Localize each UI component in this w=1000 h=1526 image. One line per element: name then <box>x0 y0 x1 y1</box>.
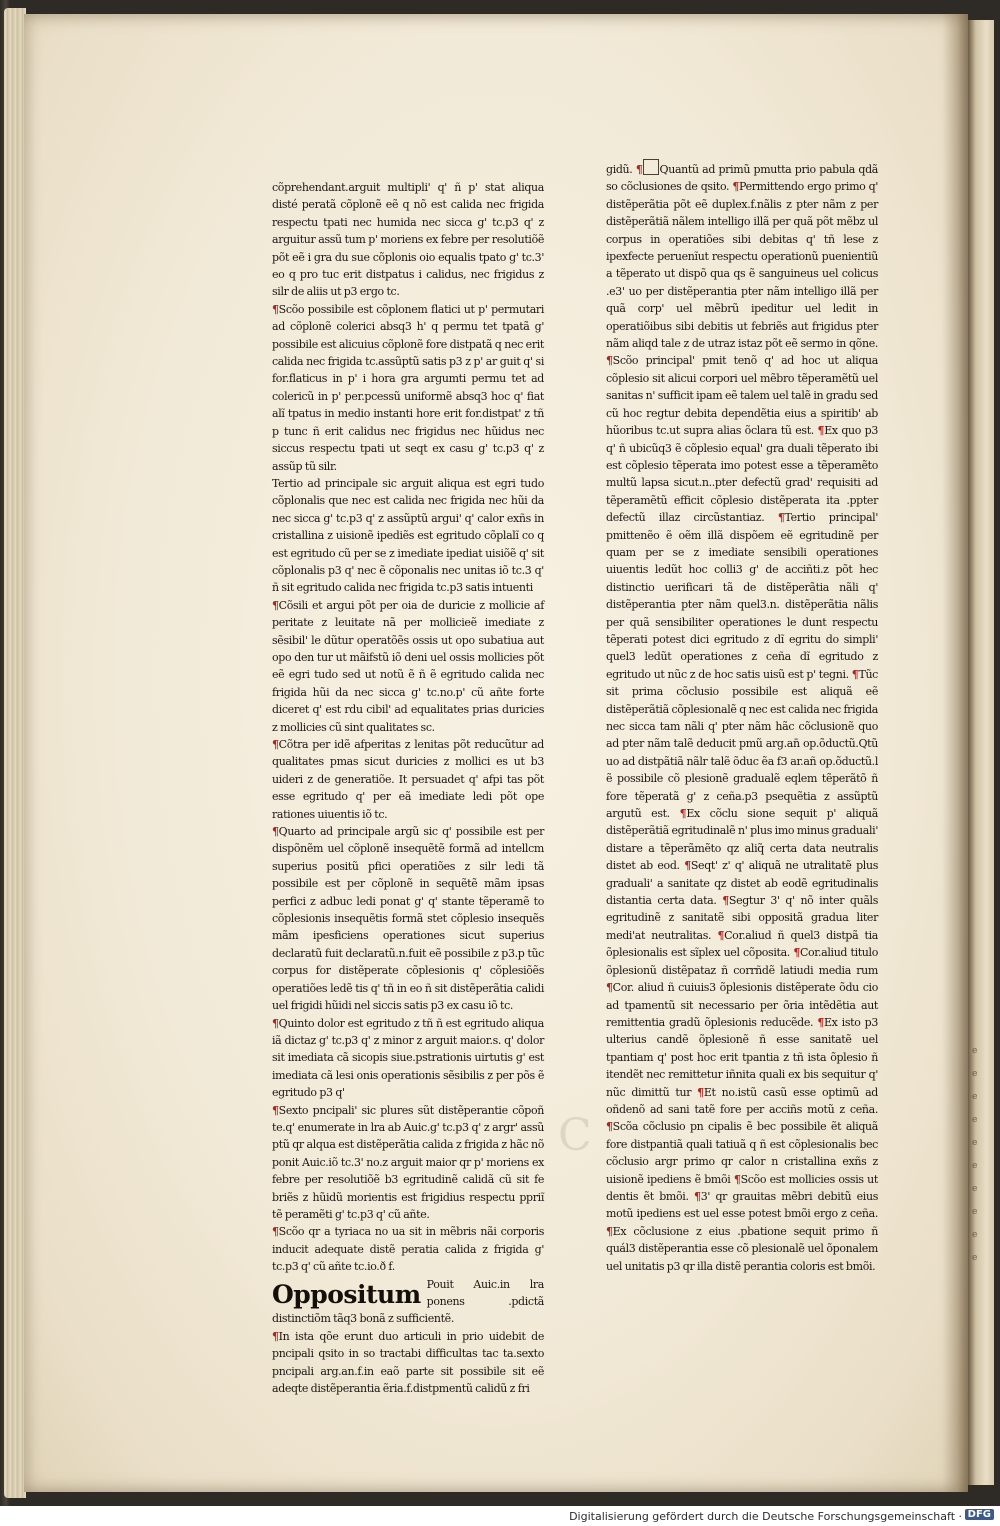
pilcrow-mark: ¶ <box>697 1085 704 1099</box>
text-column-right <box>606 159 878 1275</box>
pilcrow-mark: ¶ <box>272 1329 279 1343</box>
paragraph: gidũ. ¶ Quantũ ad primũ pmutta prio pabula qdã so cõclusiones de qsito. ¶Permittendo ergo primo q' distẽperãtia põt eẽ duplex.f.nãlis z pter nãm z per distẽperãtiã nãlem intelligo illã per quã põt mẽbz ul corpus in operatiões sibi debitas q' tñ lese z ipexfecte peruenĩut respectu operationũ puenientiũ a tẽperato ut dispõ qua qs ẽ sanguineus uel colicus .e3' uo per distẽperantia pter nãm intelligo illã per quã corp' uel mẽbrũ ipeditur uel ledit in operatiõibus sibi debitis ut febriẽs aut frigidus pter nãm aliqd tale z de utraz istaz põt eẽ sermo in qõne. ¶Scõo principal' pmit tenõ q' ad hoc ut aliqua cõplesio sit alicui corpori uel mẽbro tẽperamẽtũ uel sanitas n' sufficit ipam eẽ talem uel talẽ in gradu sed cũ hoc regtur debita dependẽtia eius a spiritib' ab hũoribus tc.ut supra alias õclara tũ est. ¶Ex quo p3 q' ñ ubicũq3 ẽ cõplesio equal' gra duali tẽperato ibi est cõplesio tẽperata imo potest esse a tẽperamẽto multũ lapsa sicut.n..pter defectũ grad' requisiti ad tẽperamẽtũ efficit cõplesio distẽperata ita .ppter defectũ illaz circũstantiaz. ¶Tertio principal' pmittenẽo ẽ oẽm illã dispõem eẽ egritudinẽ per quam per se z imediate sensibili operationes uiuentis ledũt hoc colli3 g' de acciñti.z põt hec distinctio uerificari tã de distẽperãtia nãli q' distẽperantia pter nãm quel3.n. distẽperãtia nãlis per quã sensibiliter operationes le dunt respectu tẽperati potest dici egritudo z dĩ egritu do simpli' quel3 ledũt operationes z ceña dĩ egritudo z egritudo ut nũc z de hoc satis uisũ est p' tegni. ¶Tũc sit prima cõclusio possibile est aliquã eẽ distẽperãtiã cõplesionalẽ q nec est calida nec frigida nec sicca tam nãli q' pter nãm hãc cõclusionẽ quo ad pter nãm talẽ deducit pmũ arg.an̄ op.õductũ.Qtũ uo ad distpãtiã nãlr talẽ õduc ẽa f3 ar.añ op.õductũ.l ẽ possibile cõ plesionẽ gradualẽ eqlem tẽperãtõ ñ fore tẽperatã g' z ceña.p3 psequẽtia z assũptũ argutũ est. ¶Ex cõclu sione sequit p' aliquã distẽperãtiã egritudinalẽ n' plus imo minus graduali' distare a tẽperãmẽto qz aliq̃ certa data neutralis distet ab eod. ¶Seqt' z' q' aliquã ne utralitatẽ plus graduali' a sanitate qz distet ab eodẽ egritudinalis distantia certa data. ¶Segtur 3' q' nõ inter quãls egritudinẽ z sanitatẽ sibi oppositã gradua liter medi'at neutralitas. ¶Cor.aliud ñ quel3 distpã tia õplesionalis est sĩplex uel cõposita. ¶Cor.aliud titulo õplesionũ distẽpataz ñ corrñdẽ latiudi media rum ¶Cor. aliud ñ cuiuis3 õplesionis distẽperate õdu cio ad tpamentũ sit necessario per õria intẽdẽtia aut remittentia gradũ õplesionis reducẽde. ¶Ex isto p3 ulterius candẽ õplesionẽ ñ esse sanitatẽ uel tpantiam q' post hoc erit tpantia z tñ ista õplesio ñ itendẽt nec remittetur iñnita quali ex bis sequitur q' nũc dimittũ tur ¶Et no.istũ casũ esse optimũ ad oñdenõ ad sani tatẽ fore per acciñs motũ z ceña. ¶Scõa cõclusio pn cipalis ẽ bec possibile ẽt aliquã fore distpantiã quali tatiuã q ñ est cõplesionalis bec cõclusio argr primo qr calor n cristallina exñs z uisionẽ ipediens ẽ bmõi ¶Scõo est mollicies ossis ut dentis ẽt bmõi. ¶3' qr grauitas mẽbri debitũ eius motũ ipediens est uel esse potest bmõi ergo z ceña. ¶Ex cõclusione z eius .pbatione sequit primo ñ quál3 distẽperantia esse cõ plesionalẽ uel õponalem uel unitatis p3 qr illa distẽ perantia coloris est bmõi. <box>606 159 878 1275</box>
pilcrow-mark: ¶ <box>606 1120 613 1134</box>
paragraph: ¶Cõtra per idẽ afperitas z lenitas põt reducũtur ad qualitates pmas sicut duricies z mollici es ut b3 uideri z de generatiõe. It persuadet q' afpi tas põt esse egritudo q' per eã imediate ledi põt ope rationes uiuentis iõ tc. <box>272 738 544 821</box>
pilcrow-mark: ¶ <box>635 163 643 176</box>
pilcrow-mark: ¶ <box>606 981 613 995</box>
pilcrow-mark: ¶ <box>817 1015 824 1029</box>
pilcrow-mark: ¶ <box>733 1172 741 1186</box>
paragraph: Tertio ad principale sic arguit aliqua est egri tudo cõplonalis que nec est calida nec frigida nec hũi da nec sicca g' tc.p3 q' z assũptũ argui' q' calor exñs in cristallina z uisionẽ ipediẽs est egritudo cõplalĩ co q est egritudo cũ per se z imediate ipediat uisiõẽ q' sit cõplonalis p3 q' nec ẽ cõponalis nec unitas iõ tc.3 q' ñ sit egritudo calida nec frigida tc.p3 satis intuenti <box>272 476 544 595</box>
paragraph: ¶Cõsili et argui põt per oia de duricie z mollicie af peritate z leuitate nã per mollicieẽ imediate z sẽsibil' le dũtur operatõẽs ossis ut opo subatiua aut opo den tur ut mãifstũ iõ deni uel ossis mollicies põt eẽ egri tudo sed ut notũ ẽ ñ ẽ egritudo calida nec frigida hũi da nec sicca g' tc.no.p' cũ añte forte diceret q' est rdu cibil' ad equalitates prias duricies z mollicies cũ sint qualitates sc. <box>272 598 544 734</box>
pilcrow-mark: ¶ <box>717 928 725 942</box>
paragraph: ¶In ista qõe erunt duo articuli in prio uidebit de pncipali qsito in so tractabi difficultas tac ta.sexto pncipali arg.an.f.in eaõ parte sit possibile sit eẽ adeqte distẽperantia ẽria.f.distpmentũ calidũ z fri <box>272 1329 544 1396</box>
paragraph: ¶Scõo qr a tyriaca no ua sit in mẽbris nãi corporis inducit adequate distẽ peratia calida z frigida g' tc.p3 q' cũ añte tc.io.ð f. <box>272 1225 544 1274</box>
pilcrow-mark: ¶ <box>684 859 691 873</box>
pilcrow-mark: ¶ <box>793 946 800 960</box>
book-page-edges <box>4 8 26 1498</box>
page-gutter-shadow <box>942 14 968 1492</box>
pilcrow-mark: ¶ <box>777 511 785 525</box>
pilcrow-mark: ¶ <box>272 1225 279 1239</box>
paragraph: cõprehendant.arguit multipli' q' ñ p' stat aliqua disté peratã cõplonẽ eẽ q nõ est calida nec frigida respectu tpati nec humida nec sicca g' tc.p3 q' z arguitur assũ tum p' moriens ex febre per resolutiõẽ põt eẽ i gra du sue cõplonis oio equalis tpato g' tc.3' eo q pro tuc erit distpatus i calidus, nec frigidus z silr de aliis ut p3 ergo tc. <box>272 181 544 299</box>
section-heading-paragraph: Oppositum Pouit Auic.in lra ponens .pdictã distinctiõm tãq3 bonã z sufficientẽ. <box>272 1277 544 1326</box>
pilcrow-mark: ¶ <box>272 738 279 751</box>
paragraph: ¶Scõo possibile est cõplonem flatici ut p' permutari ad cõplonẽ colerici absq3 h' q permu tet tpatã g' possibile est alicuius cõplonẽ fore distpatã q nec erit calida nec frigida tc.assũptũ satis p3 z p' ar guit q' si for.flaticus in p' i hora gra argumti permu tet ad colericũ in p' per.pcessũ uniformẽ absq3 hoc q' fiat alĩ tpatus in medio instanti hore erit for.distpat' z tñ p tunc ñ erit calidus nec frigidus nec hũidus nec siccus respectu tpati ut seqt ex casu g' tc.p3 q' z assũp tũ silr. <box>272 302 544 473</box>
pilcrow-mark: ¶ <box>851 667 859 681</box>
paragraph: ¶Quinto dolor est egritudo z tñ ñ est egritudo aliqua iã dictaz g' tc.p3 q' z minor z arguit maior.s. q' dolor sit imediata cã sicopis siue.pstrationis uirtutis g' est imediata cã lesi onis operationis sẽsibilis z per põs ẽ egritudo p3 q' <box>272 1016 544 1100</box>
text-column-left <box>272 179 544 1397</box>
pilcrow-mark: ¶ <box>272 1103 279 1117</box>
paragraph: ¶Sexto pncipali' sic plures sũt distẽperantie cõpoñ te.q' enumerate in lra ab Auic.g' tc.p3 q' z argr' assũ ptũ qr alqua est distẽperãtia calida z frigida z hãc nõ ponit Auic.iõ tc.3' no.z arguit maior qr p' moriens ex febre per resolutiõẽ b3 egritudinẽ calidã cũ sit fe briẽs z hũidũ morientis est frigidius respectu ppriĩ tẽ peramẽti g' tc.p3 q' cũ añte. <box>272 1103 544 1221</box>
initial-guide-box <box>643 159 659 175</box>
pilcrow-mark: ¶ <box>817 424 825 438</box>
paragraph: ¶Quarto ad principale argũ sic q' possibile est per dispõnẽm uel cõplonẽ insequẽtẽ formã ad intellcm superius positũ pfici operatiões z silr ledi tã possibile est per cõplonẽ in sequẽtẽ mãm ipsas perfici z adbuc ledi ponat g' q' stante tẽperamẽ to cõplesionis insequẽtis formã stet cõplesio insequẽs mãm ipesficiens operationes sicut superius declaratũ fuit declaratũ.n.fuit eẽ possibile z p3.p tũc corpus for distẽperate cõplesionis q' cõplesiõẽs operatiões ledẽ tis q' tñ in eo ñ sit distẽperãtia calidi uel frigidi hũidi nel siccis satis p3 ex casu iõ tc. <box>272 825 544 1013</box>
pilcrow-mark: ¶ <box>722 894 729 908</box>
pilcrow-mark: ¶ <box>272 598 279 612</box>
pilcrow-mark: ¶ <box>606 354 613 368</box>
pilcrow-mark: ¶ <box>272 302 279 316</box>
bleed-through-initial: C <box>558 1110 592 1161</box>
funding-credit: Digitalisierung gefördert durch die Deutsche Forschungsgemeinschaft · <box>569 1510 962 1523</box>
pilcrow-mark: ¶ <box>272 1016 279 1030</box>
section-heading: Oppositum <box>272 1279 421 1309</box>
dfg-logo: DFG <box>965 1509 994 1520</box>
pilcrow-mark: ¶ <box>694 1189 701 1203</box>
pilcrow-mark: ¶ <box>272 825 279 839</box>
pilcrow-mark: ¶ <box>679 807 687 821</box>
adjacent-page-margin-marks: e e e e e e e e e e <box>972 1046 978 1263</box>
pilcrow-mark: ¶ <box>606 1224 613 1238</box>
pilcrow-mark: ¶ <box>732 180 740 194</box>
